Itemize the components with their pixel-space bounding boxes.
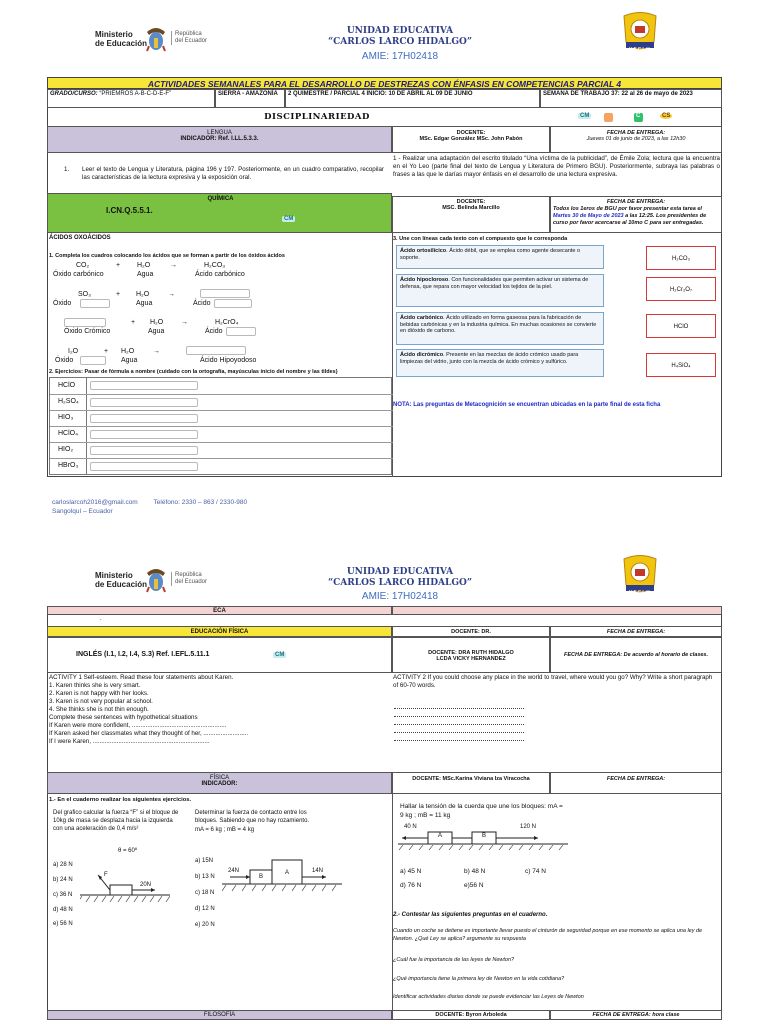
q3-text: 3. Une con líneas cada texto con el compuesto que le corresponda <box>393 236 568 242</box>
quimica-header: QUÍMICA I.CN.Q.5.5.1. CM <box>47 193 392 233</box>
filosofia-header: FILOSOFÍA <box>47 1010 392 1020</box>
formula-row: HClO <box>50 378 393 394</box>
exercise-3-option[interactable]: a) 45 N <box>400 868 422 875</box>
header-1 <box>95 22 685 72</box>
answer-box[interactable] <box>214 299 252 308</box>
formula-answer[interactable] <box>90 414 198 423</box>
filosofia-fecha: FECHA DE ENTREGA: hora clase <box>550 1010 722 1020</box>
exercise-1-option[interactable]: b) 24 N <box>53 877 73 883</box>
footer-tel: Teléfono: 2330 – 863 / 2330-980 <box>153 499 248 506</box>
sierra-cell: SIERRA - AMAZONÍA <box>215 89 285 108</box>
filosofia-docente: DOCENTE: Byron Arboleda <box>392 1010 550 1020</box>
writing-line[interactable] <box>394 724 524 725</box>
answer-box[interactable] <box>80 299 110 308</box>
exercise-2-option[interactable]: a) 15N <box>195 858 214 864</box>
ecuador-coat-of-arms-icon <box>145 567 167 593</box>
exercise-3-diagram: 40 N A B 120 N <box>398 822 568 850</box>
ingles-header: INGLÉS (I.1, I.2, I.4, S.3) Ref. I.EFL.5.11.1 CM <box>47 637 392 673</box>
ingles-fecha: FECHA DE ENTREGA: De acuerdo al horario de clases. <box>550 637 722 673</box>
exercise-3-option[interactable]: e)56 N <box>464 882 484 889</box>
nota-metacognicion: NOTA: Las preguntas de Metacognición se encuentran ubicadas en la parte final de esta ficha <box>393 402 661 408</box>
formula-row: HIO₂ <box>50 442 393 458</box>
fq2-text: 2.- Contestar las siguientes preguntas en el cuaderno. <box>393 912 548 918</box>
disciplinariedad-title: DISCIPLINARIEDAD <box>264 112 370 122</box>
formula-answer[interactable] <box>90 430 198 439</box>
exercise-3-text: Hallar la tensión de la cuerda que une los bloques: mA = 9 kg ; mB = 11 kg <box>400 803 563 819</box>
lengua-fecha: FECHA DE ENTREGA: Jueves 01 de junio de 2023, a las 12h30 <box>550 126 722 153</box>
c-green-icon: C <box>634 113 643 122</box>
amie-code: AMIE: 17H02418 <box>361 51 439 62</box>
quimica-cm-badge: CM <box>284 216 294 222</box>
formula-row: HIO₃ <box>50 410 393 426</box>
seal-text: U.E.C.L.H. <box>629 589 651 594</box>
q2-text: 2. Ejercicios: Pasar de fórmula a nombre (cuidado con la ortografía, mayúsculas inicio del nombre y las tildes) <box>49 369 338 375</box>
exercise-2-text: Determinar la fuerza de contacto entre los bloques. Sabiendo que no hay rozamiento. <box>195 810 310 824</box>
exercise-3-option[interactable]: b) 48 N <box>464 868 486 875</box>
ecuador-coat-of-arms-icon <box>145 26 167 52</box>
school-seal-icon <box>620 12 660 56</box>
writing-line[interactable] <box>394 732 524 733</box>
school-seal-icon <box>620 555 660 599</box>
formula-table <box>49 377 392 475</box>
question-1: Cuando un coche se detiene es importante llevar puesto el cinturón de seguridad porque en ese momento se aplica una ley de Newton. ¿Qué Ley se aplica? argumente su respuesta <box>393 928 703 942</box>
ingles-docente: DOCENTE: DRA RUTH HIDALGO LCDA VICKY HERNANDEZ <box>392 637 550 673</box>
edufis-fecha: FECHA DE ENTREGA: <box>550 626 722 637</box>
exercise-2-option[interactable]: e) 20 N <box>195 922 215 928</box>
footer-contact <box>52 499 247 515</box>
eca-row-right <box>392 606 722 615</box>
discipline-badges <box>578 113 718 125</box>
lengua-item-1: 1. Leer el texto de Lengua y Literatura, página 196 y 197. Posteriormente, en un cuadro comparativo, recopilar las características de la lectura expresiva y la exposición oral. <box>64 166 384 181</box>
quimica-fecha: FECHA DE ENTREGA: Todos los 1eros de BGU por favor presentar esta tarea el Martes 30 de Mayo de 2023 a las 12:25. Los presidentes de curso por favor acercarse al 10mo C para ser entregadas. <box>550 196 722 233</box>
edufis-header: EDUCACIÓN FÍSICA <box>47 626 392 637</box>
edufis-docente: DOCENTE: DR. <box>392 626 550 637</box>
formula-answer[interactable] <box>90 381 198 390</box>
exercise-2-masses: mA = 6 kg ; mB = 4 kg <box>195 827 255 833</box>
exercise-2-option[interactable]: b) 13 N <box>195 874 215 880</box>
fisica-docente: DOCENTE: MSc.Karina Viviana Iza Viracocha <box>392 772 550 794</box>
quimica-docente: DOCENTE: MSC. Belinda Marcillo <box>392 196 550 233</box>
compound-box-4[interactable]: H₄SiO₄ <box>646 353 716 377</box>
question-4: Identificar actividades diarias donde se puede evidenciar las Leyes de Newton <box>393 994 584 1000</box>
page1-banner: ACTIVIDADES SEMANALES PARA EL DESARROLLO DE DESTREZAS CON ÉNFASIS EN COMPETENCIAS PARCIAL 4 <box>47 77 722 89</box>
compound-box-1[interactable]: H₂CO₃ <box>646 246 716 270</box>
header-2 <box>95 563 685 607</box>
match-text-4: Ácido dicrómico. Presente en las mezclas de ácido crómico usado para limpiezas del vidrio, junto con la mezcla de ácido crómico y sulfúrico. <box>396 349 604 377</box>
exercise-2-diagram: 24N B A 14N <box>222 856 342 892</box>
eca-dot: . <box>100 616 102 622</box>
ingles-activity-1: ACTIVITY 1 Self-esteem. Read these four statements about Karen. 1. Karen thinks she is very smart. 2. Karen is not happy with her looks. 3. Karen is not very popular at school. 4. She thinks she is not thin enough. Complete these sentences with hypothetical situations If Karen were more confident, ....................................................... If Karen asked her classmates what they thought of her, .......................... If I were Karen, .................................................................... <box>49 674 249 745</box>
writing-line[interactable] <box>394 716 524 717</box>
exercise-2-option[interactable]: d) 12 N <box>195 906 215 912</box>
grado-cell: GRADO/CURSO: “PRIEMROS A-B-C-D-E-F” <box>47 89 215 108</box>
fq1-text: 1.- En el cuaderno realizar los siguientes ejercicios. <box>49 797 192 803</box>
lengua-header: LENGUA INDICADOR: Ref. I.LL.5.3.3. <box>47 126 392 153</box>
formula-row: HClO₄ <box>50 426 393 442</box>
exercise-1-theta: θ = 60º <box>118 848 138 854</box>
match-text-3: Ácido carbónico. Ácido utilizado en forma gaseosa para la fabricación de bebidas carbónicas y en la industria química. En muchas ocasiones se convierte en dióxido de carbono. <box>396 312 604 345</box>
footer-city: Sangolquí – Ecuador <box>52 508 113 515</box>
answer-box[interactable] <box>80 356 106 365</box>
unidad-educativa-title: UNIDAD EDUCATIVA <box>346 26 454 36</box>
q1-text: 1. Completa los cuadros colocando los ácidos que se forman a partir de los óxidos ácidos <box>49 253 285 259</box>
formula-answer[interactable] <box>90 446 198 455</box>
answer-box[interactable] <box>226 327 256 336</box>
orange-icon <box>604 113 613 122</box>
amie-code: AMIE: 17H02418 <box>361 591 439 602</box>
ministerio-logo-text: Ministerio de Educación <box>95 30 148 48</box>
exercise-3-option[interactable]: c) 74 N <box>525 868 546 875</box>
exercise-1-option[interactable]: a) 28 N <box>53 862 73 868</box>
answer-box[interactable] <box>186 346 246 355</box>
exercise-3-option[interactable]: d) 76 N <box>400 882 422 889</box>
question-2: ¿Cuál fue la importancia de las leyes de Newton? <box>393 957 515 963</box>
colegio-name: “CARLOS LARCO HIDALGO” <box>327 578 473 588</box>
writing-line[interactable] <box>394 708 524 709</box>
footer-email: carloslarcoh2016@gmail.com <box>52 499 138 506</box>
formula-row: H₂SO₄ <box>50 394 393 410</box>
ingles-cm-badge: CM <box>275 652 285 658</box>
eca-row: ECA <box>47 606 392 615</box>
quimestre-cell: 2 QUIMESTRE / PARCIAL 4 INICIO: 10 DE ABRIL AL 09 DE JUNIO <box>285 89 540 108</box>
seal-text: U.E.C.L.H. <box>629 46 651 51</box>
republica-logo-text: República del Ecuador <box>171 31 207 45</box>
formula-answer[interactable] <box>90 398 198 407</box>
republica-logo-text: República del Ecuador <box>171 572 207 586</box>
exercise-2-option[interactable]: c) 18 N <box>195 890 215 896</box>
formula-row: HBrO₃ <box>50 458 393 475</box>
colegio-name: “CARLOS LARCO HIDALGO” <box>327 37 473 47</box>
semana-cell: SEMANA DE TRABAJO 37: 22 al 26 de mayo de 2023 <box>540 89 722 108</box>
formula-answer[interactable] <box>90 462 198 471</box>
acidos-title: ÁCIDOS OXOÁCIDOS <box>49 235 111 241</box>
fisica-fecha: FECHA DE ENTREGA: <box>550 772 722 794</box>
match-text-2: Ácido hipocloroso. Con funcionalidades que permiten activar un sistema de defensa, que repara con mayor velocidad los tejidos de la piel. <box>396 274 604 307</box>
fisica-header: FÍSICA INDICADOR: <box>47 772 392 794</box>
cs-badge: CS <box>662 113 671 119</box>
compound-box-3[interactable]: HClO <box>646 314 716 338</box>
question-3: ¿Qué importancia tiene la primera ley de Newton en la vida cotidiana? <box>393 976 565 982</box>
compound-box-2[interactable]: H₂Cr₂O₇ <box>646 277 716 301</box>
answer-box[interactable] <box>64 318 106 327</box>
lengua-right-item: 1 - Realizar una adaptación del escrito titulado “Una víctima de la publicidad”, de Émile Zola; lectura que la encuentra en el Yo Leo (parte final del texto de Lengua y Literatura de Primero BGU). Posteriormente, subraya las palabras o frases a las que le darías mayor énfasis en el desarrollo de una lectura expresiva. <box>393 155 720 178</box>
answer-box[interactable] <box>200 289 250 298</box>
exercise-1-option[interactable]: c) 36 N <box>53 892 73 898</box>
exercise-1-option[interactable]: d) 48 N <box>53 907 73 913</box>
exercise-1-text: Del grafico calcular la fuerza “F” si el bloque de 10kg de masa se desplaza hacia la izquierda con una aceleración de 0,4 m/s² <box>53 810 179 832</box>
cm-badge: CM <box>580 113 590 119</box>
lengua-docente: DOCENTE: MSc. Edgar González MSc. John Pabón <box>392 126 550 153</box>
ministerio-logo-text: Ministerio de Educación <box>95 571 148 589</box>
ingles-activity-2: ACTIVITY 2 If you could choose any place in the world to travel, where would you go? Why? Write a short paragraph of 60-70 words. <box>393 674 713 689</box>
exercise-1-diagram: F 20N <box>80 860 170 906</box>
unidad-educativa-title: UNIDAD EDUCATIVA <box>346 567 454 577</box>
writing-line[interactable] <box>394 740 524 741</box>
exercise-1-option[interactable]: e) 56 N <box>53 921 73 927</box>
match-text-1: Ácido ortosilícico. Ácido débil, que se emplea como agente desecante o soporte. <box>396 245 604 269</box>
